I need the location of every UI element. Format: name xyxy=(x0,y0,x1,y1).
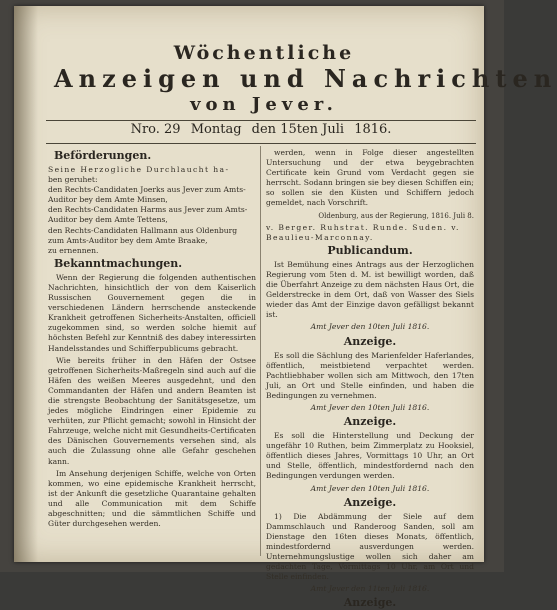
article-paragraph: Es soll die Sächlung des Marienfelder Haferlandes, öffentlich, meistbietend verpachtet werden. Pachtliebhaber wollen sich am Mittwoch, den 17ten Juli, an Ort und Stelle einfinden, und haben die Bedingungen zu vernehmen. xyxy=(266,350,474,400)
promotion-line: den Rechts-Candidaten Hallmann aus Oldenburg xyxy=(48,225,238,235)
promotion-line: Auditor bey dem Amte Minsen, xyxy=(48,195,168,205)
issue-number: Nro. 29 xyxy=(130,122,181,137)
promotion-line: Seine Herzogliche Durchlaucht ha- xyxy=(48,165,230,174)
issue-date: den 15ten Juli xyxy=(251,122,345,137)
left-column xyxy=(48,148,256,556)
dateline: Amt Jever den 11ten Juli 1816. xyxy=(310,584,430,594)
issue-day: Montag xyxy=(190,122,242,137)
dateline: Oldenburg, aus der Regierung, 1816. Juli 8. xyxy=(318,211,474,220)
signatories: v. Berger. Ruhstrat. Runde. Suden. v. Beaulieu-Marconnay. xyxy=(266,222,460,242)
masthead-line-2: Anzeigen und Nachrichten xyxy=(54,64,557,93)
article-paragraph: Wenn der Regierung die folgenden authentischen Nachrichten, hinsichtlich der von dem Kaiserlich Russischen Gouvernement gegen die in verschiedenen Ländern herrschende ansteckende Krankheit getroffenen Sicherheits-Anstalten, officiell zugekommen sind, so werden solche hiemit auf höchsten Befehl zur Kenntniß des dabey interessirten Handelsstandes und Schifferpublicums gebracht. xyxy=(48,272,256,353)
promotion-line: zu ernennen. xyxy=(48,245,99,255)
section-heading-promotions: Beförderungen. xyxy=(54,149,152,162)
article-paragraph: werden, wenn in Folge dieser angestellten Untersuchung und der etwa beygebrachten Certificate kein Grund vom Verdacht gegen sie herrscht. Sodann bringen sie bey diesen Schiffen ein; so sollen sie den Küsten und Schiffern jedoch gemeldet, nach Vorschrift. xyxy=(266,148,474,208)
article-paragraph: Wie bereits früher in den Häfen der Ostsee getroffenen Sicherheits-Maßregeln sind auch auf die Häfen des weißen Meeres ausgedehnt, und den Commandanten der Häfen und andern Beamten ist die strengste Beobachtung der Sanitätsgesetze, um jedes mögliche Eindringen einer Epidemie zu verhüten, zur Pflicht gemacht; sowohl in Hinsicht der Fahrzeuge, welche nicht mit Gesundheits-Certificaten des Dänischen Gouvernements versehen sind, als auch die Zulassung ohne alle Gefahr geschehen kann. xyxy=(48,355,256,466)
dateline: Amt Jever den 10ten Juli 1816. xyxy=(310,322,430,332)
article-paragraph: Ist Bemühung eines Antrags aus der Herzoglichen Regierung vom 5ten d. M. ist bewilligt worden, daß die Überfahrt Anzeige zu dem nächsten Haus Ort, die Gelderstrecke in dem Ort, daß von Wasser des Siels wieder das Amt der Einzige davon gefälligst bekannt ist. xyxy=(266,259,474,320)
promotion-line: zum Amts-Auditor bey dem Amte Braake, xyxy=(48,235,208,245)
masthead-line-3: von Jever. xyxy=(190,94,338,115)
section-heading-notice: Anzeige. xyxy=(343,495,397,509)
dateline: Amt Jever den 10ten Juli 1816. xyxy=(310,483,430,493)
issue-rule-top xyxy=(46,120,476,121)
article-paragraph: 1) Die Abdämmung der Siele auf dem Dammschlauch und Randeroog Sanden, soll am Dienstage den 16ten dieses Monats, öffentlich, mindestfordernd ausverdungen werden. Unternehmungslustige wollen sich daher am gedachten Tage, Vormittags 10 Uhr, am Ort und Stelle einfinden. xyxy=(266,511,474,582)
section-heading-notice: Anzeige. xyxy=(343,596,397,610)
section-heading-announcements: Bekanntmachungen. xyxy=(54,256,183,270)
issue-line xyxy=(46,122,476,142)
dateline: Amt Jever den 10ten Juli 1816. xyxy=(310,402,430,412)
masthead-line-1: Wöchentliche xyxy=(173,42,355,64)
promotion-line: den Rechts-Candidaten Joerks aus Jever zum Amts- xyxy=(48,185,246,195)
section-heading-notice: Anzeige. xyxy=(343,334,397,348)
right-column xyxy=(266,148,474,610)
column-divider xyxy=(260,146,261,556)
section-heading-publicandum: Publicandum. xyxy=(327,243,413,257)
newspaper-page xyxy=(14,6,557,610)
promotion-line: ben geruhet: xyxy=(48,175,98,185)
promotion-line: Auditor bey dem Amte Tettens, xyxy=(48,215,168,225)
section-heading-notice: Anzeige. xyxy=(343,415,397,429)
issue-rule-bottom xyxy=(46,143,476,144)
promotions-block xyxy=(48,165,256,256)
article-paragraph: Im Ansehung derjenigen Schiffe, welche von Orten kommen, wo eine epidemische Krankheit herrscht, ist der Ankunft die gesetzliche Quarantaine gehalten und alle Communication mit dem Schiffe abgeschnitten; und die sämmtlichen Schiffe und Güter durchgesehen werden. xyxy=(48,468,256,529)
issue-year: 1816. xyxy=(354,122,392,137)
article-paragraph: Es soll die Hinterstellung und Deckung der ungefähr 10 Ruthen, beim Zimmerplatz zu Hooksiel, öffentlich dieses Jahres, Vormittags 10 Uhr, an Ort und Stelle, öffentlich, mindestfordernd nach den Bedingungen verdungen werden. xyxy=(266,431,474,481)
promotion-line: den Rechts-Candidaten Harms aus Jever zum Amts- xyxy=(48,205,248,215)
